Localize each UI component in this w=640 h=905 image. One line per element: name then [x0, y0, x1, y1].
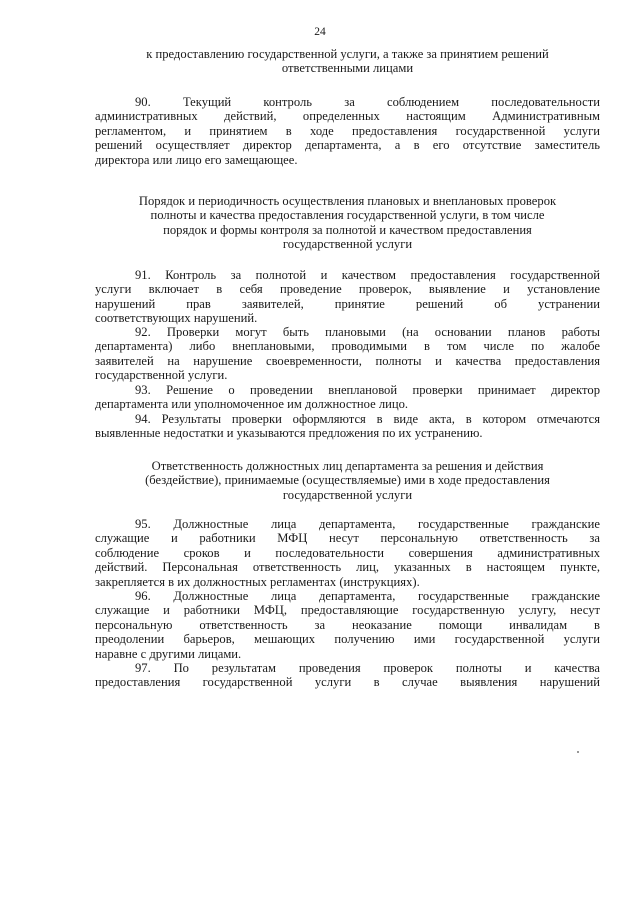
section-heading-control	[95, 47, 600, 76]
heading-line: ответственными лицами	[281, 61, 414, 76]
paragraph-line: государственной услуги.	[95, 368, 228, 383]
paragraph-line: соблюдение сроков и последовательности совершения административных	[95, 545, 600, 560]
paragraph-line: выявленные недостатки и указываются предложения по их устранению.	[95, 426, 483, 441]
paragraph-line: соответствующих нарушений.	[95, 311, 258, 326]
paragraph-line: персональную ответственность за неоказание помощи инвалидам в	[95, 617, 600, 632]
paragraph-line: служащие и работники МФЦ несут персональную ответственность за	[95, 531, 600, 546]
heading-line: (бездействие), принимаемые (осуществляемые) ими в ходе предоставления	[145, 473, 550, 488]
paragraph-line: 90. Текущий контроль за соблюдением последовательности	[135, 95, 600, 109]
heading-line: порядок и формы контроля за полнотой и качеством предоставления	[163, 222, 532, 237]
paragraph-line: 96. Должностные лица департамента, государственные гражданские	[135, 589, 600, 603]
paragraph-91	[95, 268, 600, 326]
paragraph-92	[95, 325, 600, 383]
heading-line: государственной услуги	[282, 237, 413, 252]
paragraph-line: действий. Персональная ответственность лиц, указанных в настоящем пункте,	[95, 560, 600, 575]
paragraph-line: департамента) либо внеплановыми, проводимыми в том числе по жалобе	[95, 339, 600, 354]
paragraph-line: закрепляется в их должностных регламентах (инструкциях).	[95, 574, 420, 589]
paragraph-line: административных действий, определенных настоящим Административным	[95, 109, 600, 124]
paragraph-93	[95, 383, 600, 412]
paragraph-line: 91. Контроль за полнотой и качеством предоставления государственной	[135, 268, 600, 282]
paragraph-line: решений осуществляет директор департамента, а в его отсутствие заместитель	[95, 138, 600, 153]
heading-line: государственной услуги	[282, 487, 413, 502]
paragraph-line: преодолении барьеров, мешающих получению ими государственной услуги	[95, 632, 600, 647]
paragraph-line: 95. Должностные лица департамента, государственные гражданские	[135, 517, 600, 531]
heading-line: полноты и качества предоставления государственной услуги, в том числе	[150, 208, 545, 223]
paragraph-94	[95, 412, 600, 441]
heading-line: к предоставлению государственной услуги, а также за принятием решений	[146, 47, 549, 61]
page-number: 24	[314, 26, 326, 38]
paragraph-line: предоставления государственной услуги в случае выявления нарушений	[95, 675, 600, 690]
paragraph-line: 93. Решение о проведении внеплановой проверки принимает директор	[135, 383, 600, 397]
scan-speck	[577, 751, 579, 753]
section-heading-inspections	[95, 194, 600, 252]
paragraph-line: 92. Проверки могут быть плановыми (на основании планов работы	[135, 325, 600, 339]
paragraph-95	[95, 517, 600, 589]
paragraph-line: 97. По результатам проведения проверок полноты и качества	[135, 661, 600, 675]
paragraph-line: директора или лицо его замещающее.	[95, 152, 298, 167]
paragraph-line: служащие и работники МФЦ, предоставляющие государственную услугу, несут	[95, 603, 600, 618]
section-heading-responsibility	[95, 459, 600, 502]
paragraph-line: услуги включает в себя проведение проверок, выявление и установление	[95, 282, 600, 297]
paragraph-90	[95, 95, 600, 167]
paragraph-line: департамента или уполномоченное им должностное лицо.	[95, 397, 409, 412]
paragraph-97	[95, 661, 600, 690]
paragraph-line: заявителей на нарушение своевременности, полноты и качества предоставления	[95, 353, 600, 368]
heading-line: Порядок и периодичность осуществления плановых и внеплановых проверок	[138, 194, 557, 208]
paragraph-line: регламентом, и принятием в ходе предоставления государственной услуги	[95, 123, 600, 138]
paragraph-line: нарушений прав заявителей, принятие решений об устранении	[95, 296, 600, 311]
paragraph-96	[95, 589, 600, 661]
paragraph-line: 94. Результаты проверки оформляются в виде акта, в котором отмечаются	[135, 412, 600, 426]
paragraph-line: наравне с другими лицами.	[95, 646, 242, 661]
heading-line: Ответственность должностных лиц департамента за решения и действия	[151, 459, 544, 473]
